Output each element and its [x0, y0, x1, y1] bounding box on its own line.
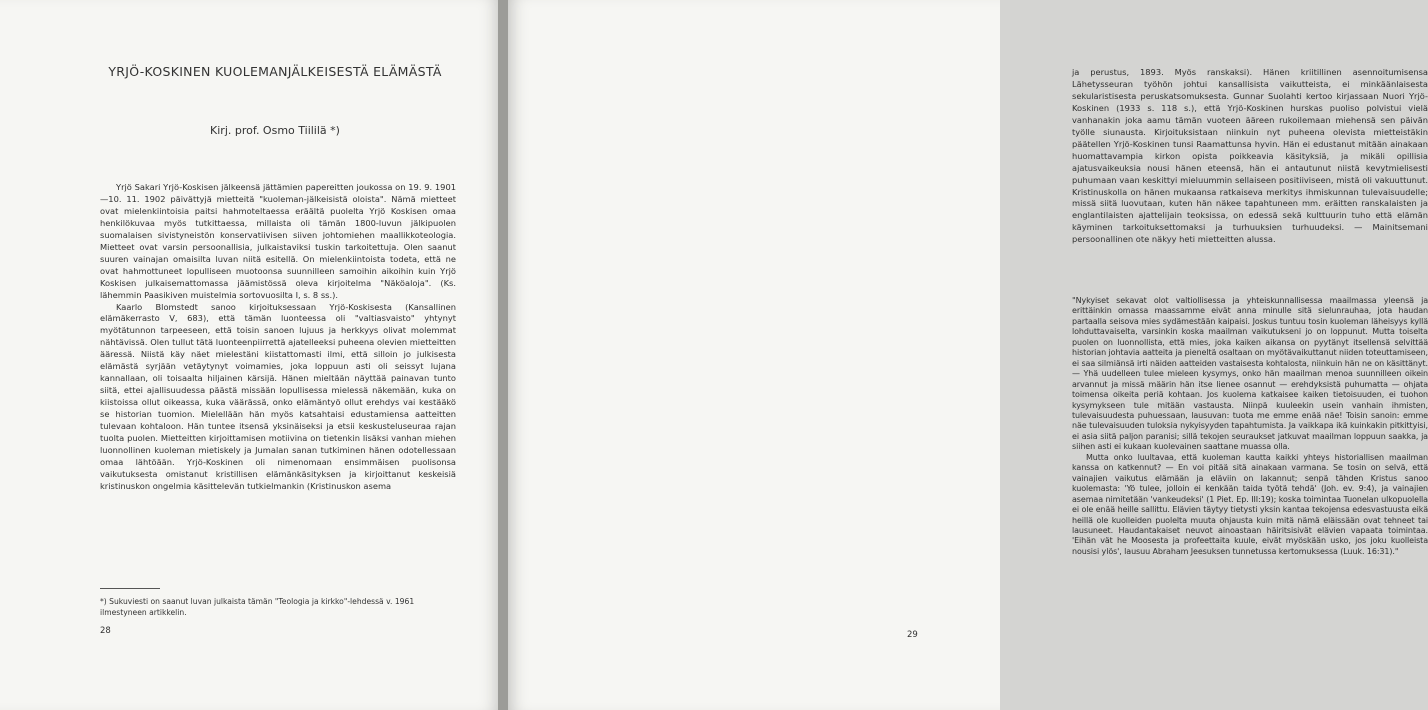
left-body-text	[100, 182, 456, 493]
article-title: YRJÖ-KOSKINEN KUOLEMANJÄLKEISESTÄ ELÄMÄSTÄ	[108, 64, 442, 79]
page-number-right: 29	[907, 630, 918, 640]
footnote: *) Sukuviesti on saanut luvan julkaista tämän "Teologia ja kirkko"-lehdessä v. 1961 ilmestyneen artikkelin.	[100, 597, 415, 617]
article-author: Kirj. prof. Osmo Tiililä *)	[210, 124, 340, 137]
right-body-text	[1072, 67, 1428, 246]
quote-paragraph: Mutta onko luultavaa, että kuoleman kautta kaikki yhteys historiallisen maailman kanssa on katkennut? — En voi pitää sitä ainakaan varmana. Se tosin on selvä, että vainajien vaikutus elämään ja eläviin on lakannut; senpä tähden Kristus sanoo kuolemasta: 'Yö tulee, jolloin ei kenkään taida työtä tehdä' (Joh. ev. 9:4), ja vainajien asemaa nimitetään 'vankeudeksi' (1 Piet. Ep. III:19); koska toimintaa Tuonelan ulkopuolella ei ole enää heille sallittu. Elävien täytyy tietysti yksin kantaa tekojensa edesvastuusta eikä heillä ole kuolleiden puolelta muuta ohjausta kuin mitä nämä eläissään ovat tehneet tai lausuneet. Haudantakaiset neuvot ainoastaan häiritsisivät elävien vapaata toimintaa. 'Eihän vät he Moosesta ja profeettaita kuule, eivät myöskään usko, jos joku kuolleista nousisi ylös', lausuu Abraham Jeesuksen tunnetussa kertomuksessa (Luuk. 16:31)."	[1072, 452, 1428, 556]
footnote-divider	[100, 588, 160, 589]
paragraph: Yrjö Sakari Yrjö-Koskisen jälkeensä jättämien papereitten joukossa on 19. 9. 1901—10. 11. 1902 päivättyjä mietteitä "kuoleman-jälkeisistä oloista". Nämä mietteet ovat mielenkiintoisia paitsi hahmoteltaessa eräältä puolelta Yrjö Koskisen omaa henkilökuvaa myös tutkittaessa, millaista oli tämän 1800-luvun jälkipuolen suomalaisen sivistyneistön konservatiivisen siiven johtomiehen maallikkoteologia. Mietteet ovat varsin persoonallisia, julkaistaviksi tuskin tarkoitettuja. Olen saanut suuren vainajan omaisilta luvan niitä esitellä. On mielenkiintoista todeta, että ne ovat hahmottuneet lopulliseen muotoonsa suunnilleen samoihin aikoihin kuin Yrjö Koskisen julkaisemattomassa jäämistössä oleva kirjoitelma "Näköaloja". (Ks. lähemmin Paasikiven muistelmia sortovuosilta I, s. 8 ss.).	[100, 182, 456, 300]
left-page	[0, 0, 500, 710]
right-page	[508, 0, 1428, 710]
quote-paragraph: "Nykyiset sekavat olot valtiollisessa ja yhteiskunnallisessa maailmassa yleensä ja erittäinkin omassa maassamme eivät anna minulle sitä sielunrauhaa, jota haudan partaalla seisova mies sydämestään kaipaisi. Joskus tuntuu tosin kuoleman läheisyys kyllä lohduttavaiselta, varsinkin koska maailman vaikutukseni jo on loppunut. Mutta toiselta puolen on luonnollista, että mies, joka kaiken aikansa on pyytänyt itsellensä selvittää historian johtavia aatteita ja pieneltä osaltaan on myötävaikuttanut niiden toteuttamiseen, ei saa silmiänsä irti näiden aatteiden vastaisesta kohtalosta, niinkuin hän ne on käsittänyt. — Yhä uudelleen tulee mieleen kysymys, onko hän maailman menoa suunnilleen oikein arvannut ja missä määrin hän itse lienee osannut — erehdyksistä puhumatta — ohjata toimensa oikeita periä kohtaan. Jos kuolema katkaisee kaiken tietoisuuden, ei tuohon kysymykseen tule mitään vastausta. Niinpä kuuleekin usein vanhain ihmisten, tulevaisuudesta puhuessaan, lausuvan: tuota me emme enää näe! Toisin sanoin: emme näe tulevaisuuden tuloksia nykyisyyden tapahtumista. Ja vaikkapa ikä kuinkakin pitkittyisi, ei asia siitä paljon paranisi; sillä tekojen seuraukset jatkuvat maailman loppuun saakka, ja siihen asti ei kukaan kuolevainen saattane muassa olla.	[1072, 296, 1428, 452]
paragraph: Kaarlo Blomstedt sanoo kirjoituksessaan Yrjö-Koskisesta (Kansallinen elämäkerrasto V, 683), että tämän luonteessa oli "valtiasvaisto" yhtynyt myötätunnon tarpeeseen, että toisin sanoen lujuus ja herkkyys olivat molemmat nähtävissä. Olen tullut tätä luonteenpiirrettä ajatelleeksi puheena olevien mietteitten ääressä. Niistä käy näet mielestäni kiistattomasti ilmi, että silloin jo julkisesta elämästä syrjään vetäytynyt voimamies, joka loppuun asti oli seissyt lujana kannallaan, oli toisaalta hiljainen kärsijä. Hänen mieltään näyttää painavan tunto siitä, ettei ajallisuudessa päästä missään lopullisessa mielessä näkemään, kuka on kiistoissa ollut oikeassa, kuka väärässä, onko elämäntyö ollut erehdys vai kestääkö se historian tuomion. Mielellään hän myös katsahtaisi edustamiensa aatteitten tulevaan kohtaloon. Hän tuntee itsensä yksinäiseksi ja etsii keskusteluseuraa rajan tuolta puolen. Mietteitten kirjoittamisen motiivina on tietenkin lisäksi vanhan miehen luonnollinen kuoleman mietiskely ja Jumalan sanan tutkiminen hänen odotellessaan omaa lähtöään. Yrjö-Koskinen oli nimenomaan ensimmäisen puolisonsa vaikutuksesta omistanut kristillisen elämänkäsityksen ja kirjoittanut keskeisiä kristinuskon ongelmia käsittelevän tutkielmankin (Kristinuskon asema	[100, 301, 456, 491]
page-number-left: 28	[100, 626, 111, 636]
quotation-block	[1072, 296, 1428, 557]
paragraph: ja perustus, 1893. Myös ranskaksi). Hänen kriitillinen asennoitumisensa Lähetysseuran työhön johtui kansallisista vaikutteista, ei minkäänlaisesta sekularistisesta peruskatsomuksesta. Gunnar Suolahti kertoo kirjassaan Nuori Yrjö-Koskinen (1933 s. 118 s.), että Yrjö-Koskinen hurskas puoliso polvistui vielä vanhanakin joka aamu tämän vuoteen ääreen rukoilemaan miehensä sen päivän työlle siunausta. Kirjoituksistaan niinkuin nyt puheena olevista mietteistäkin päätellen Yrjö-Koskinen tunsi Raamattunsa hyvin. Hän ei edustanut mitään ainakaan huomattavampia kirkon opista poikkeavia käsityksiä, ja mikäli opillisia ajatusvaikeuksia nousi hänen eteensä, hän ei antautunut niistä kevytmielisesti puhumaan vaan keskittyi mieluummin sellaiseen positiiviseen, mistä oli vakuuttunut. Kristinuskolla on hänen mukaansa ratkaiseva merkitys ihmiskunnan tulevaisuudelle; missä siitä luovutaan, kuten hän näkee tapahtuneen mm. eräitten ranskalaisten ja englantilaisten ajattelijain teoksissa, on edessä sekä kulttuurin tuho että elämän käyminen tarkoituksettomaksi ja turhuuksien turhuudeksi. — Mainitsemani persoonallinen ote näkyy heti mietteitten alussa.	[1072, 67, 1428, 245]
